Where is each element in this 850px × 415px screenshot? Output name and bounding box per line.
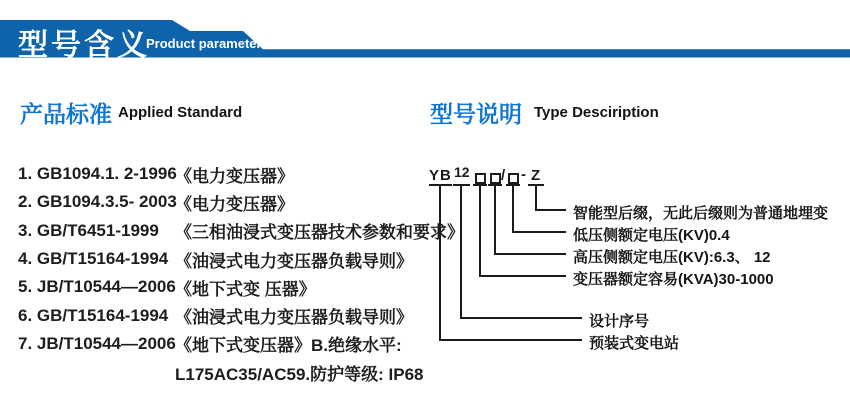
- model-label-design-serial: 设计序号: [589, 313, 650, 330]
- model-label-hv-voltage: 高压侧额定电压(KV):6.3、 12: [573, 249, 771, 266]
- standard-item: [18, 160, 428, 188]
- type-description-heading-cn: 型号说明: [430, 101, 522, 127]
- model-placeholder-box-capacity: [475, 173, 486, 184]
- standard-item: [18, 330, 428, 358]
- model-design-number: 12: [454, 164, 470, 180]
- model-label-lv-voltage: 低压侧额定电压(KV)0.4: [573, 227, 730, 244]
- standard-title: 《地下式变压器》B.绝缘水平:: [175, 336, 402, 356]
- standard-item: [18, 301, 428, 329]
- standard-item: [18, 245, 428, 273]
- standard-title: 《地下式变 压器》: [175, 279, 316, 299]
- standard-title: 《电力变压器》: [175, 166, 294, 186]
- standard-item-continuation: [18, 358, 428, 386]
- standards-heading-cn: 产品标准: [20, 101, 112, 127]
- model-separator: /: [501, 167, 506, 184]
- standard-code: 7. JB/T10544—2006: [18, 333, 176, 353]
- standard-title: 《电力变压器》: [175, 194, 294, 214]
- page-subtitle: Product parameters: [146, 36, 269, 51]
- model-dash: -: [521, 166, 526, 183]
- type-description-heading-en: Type Desciription: [534, 104, 659, 121]
- model-label-smart-suffix: 智能型后缀，无此后缀则为普通地埋变: [573, 205, 829, 222]
- standards-heading-en: Applied Standard: [118, 104, 243, 121]
- standard-code: 4. GB/T15164-1994: [18, 249, 169, 269]
- model-placeholder-box-hv: [490, 173, 501, 184]
- model-placeholder-box-lv: [508, 173, 519, 184]
- model-suffix: Z: [531, 167, 541, 184]
- standard-title: 《油浸式电力变压器负载导则》: [175, 308, 413, 328]
- standard-code: 3. GB/T6451-1999: [18, 220, 159, 240]
- model-label-prefab-substation: 预装式变电站: [589, 335, 680, 352]
- standard-code: 5. JB/T10544—2006: [18, 277, 176, 297]
- standard-title: 《油浸式电力变压器负载导则》: [175, 251, 413, 271]
- page-title: 型号含义: [18, 29, 150, 62]
- standard-item: [18, 217, 464, 245]
- standard-code: 6. GB/T15164-1994: [18, 305, 169, 325]
- standard-continuation-text: L175AC35/AC59.防护等级: IP68: [175, 364, 424, 384]
- model-label-rated-capacity: 变压器额定容易(KVA)30-1000: [573, 271, 774, 288]
- standard-code: 1. GB1094.1. 2-1996: [18, 164, 177, 184]
- standard-item: [18, 273, 428, 301]
- model-prefix: YB: [429, 167, 452, 184]
- standard-item: [18, 188, 428, 216]
- standard-title: 《三相油浸式变压器技术参数和要求》: [175, 223, 464, 243]
- standard-code: 2. GB1094.3.5- 2003: [18, 192, 177, 212]
